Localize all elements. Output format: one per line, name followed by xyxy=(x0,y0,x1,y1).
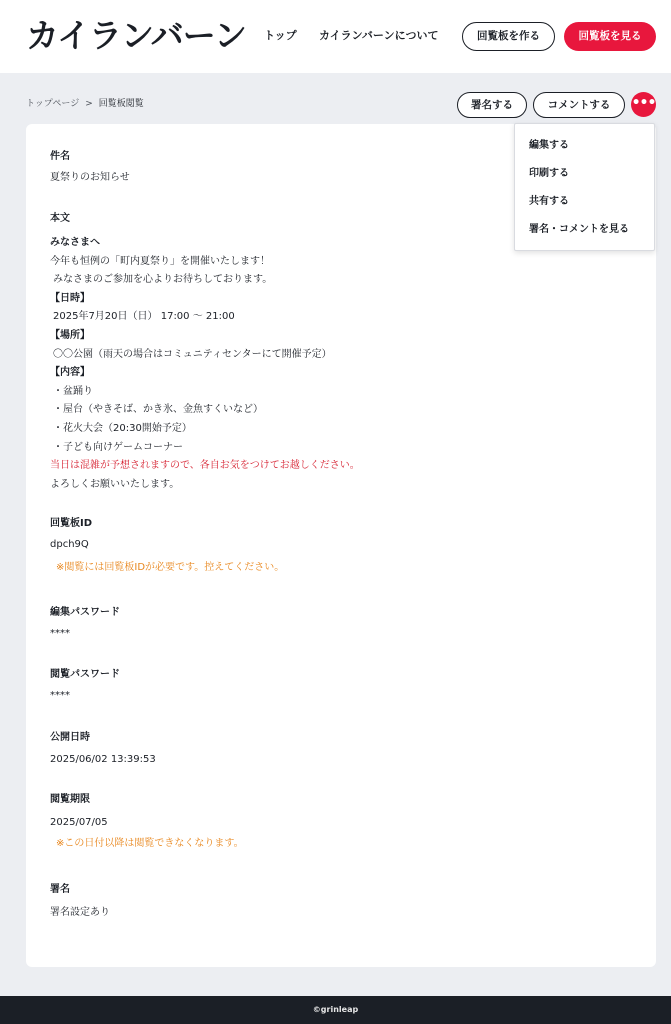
body-line: よろしくお願いいたします。 xyxy=(50,478,180,490)
menu-item-view-signatures-comments[interactable]: 署名・コメントを見る xyxy=(529,224,629,235)
menu-item-print[interactable]: 印刷する xyxy=(529,168,569,179)
body-line: ・花火大会（20:30開始予定） xyxy=(53,422,192,434)
expiry-value: 2025/07/05 xyxy=(50,817,108,828)
menu-item-edit[interactable]: 編集する xyxy=(529,140,569,151)
breadcrumb-separator: > xyxy=(85,99,93,109)
view-password-value: **** xyxy=(50,690,70,701)
create-board-button[interactable]: 回覧板を作る xyxy=(462,22,555,51)
breadcrumb-current: 回覧板閲覧 xyxy=(98,99,144,109)
edit-password-value: **** xyxy=(50,628,70,639)
menu-item-share[interactable]: 共有する xyxy=(529,196,569,207)
nav-top-link[interactable]: トップ xyxy=(264,29,297,42)
expiry-note: ※この日付以降は閲覧できなくなります。 xyxy=(56,838,244,849)
signature-label: 署名 xyxy=(50,884,70,895)
body-line: 【内容】 xyxy=(50,367,90,379)
published-value: 2025/06/02 13:39:53 xyxy=(50,754,156,765)
site-header xyxy=(0,0,671,73)
body-line-alert: 当日は混雑が予想されますので、各自お気をつけてお越しください。 xyxy=(50,460,360,472)
body-line: みなさまのご参加を心よりお待ちしております。 xyxy=(53,274,273,286)
view-board-button[interactable]: 回覧板を見る xyxy=(564,22,656,51)
site-logo[interactable]: カイランバーン xyxy=(26,16,247,55)
board-id-label: 回覧板ID xyxy=(50,518,93,529)
body-line: 【日時】 xyxy=(50,292,90,304)
expiry-label: 閲覧期限 xyxy=(50,794,90,805)
body-line: ・子ども向けゲームコーナー xyxy=(53,441,183,453)
board-id-note: ※閲覧には回覧板IDが必要です。控えてください。 xyxy=(56,562,285,573)
nav-about-link[interactable]: カイランバーンについて xyxy=(319,29,439,42)
breadcrumb-home-link[interactable]: トップページ xyxy=(26,99,80,109)
signature-value: 署名設定あり xyxy=(50,907,110,918)
sign-button[interactable]: 署名する xyxy=(457,92,527,118)
body-text xyxy=(50,234,610,494)
body-label: 本文 xyxy=(50,213,70,224)
comment-button[interactable]: コメントする xyxy=(533,92,625,118)
published-label: 公開日時 xyxy=(50,732,90,743)
more-options-icon[interactable]: ••• xyxy=(631,92,656,117)
more-options-menu xyxy=(514,123,655,251)
footer-copyright: ©grinleap xyxy=(312,1005,359,1014)
body-line: ・盆踊り xyxy=(53,385,93,397)
body-line: みなさまへ xyxy=(50,237,100,248)
subject-label: 件名 xyxy=(50,151,70,162)
edit-password-label: 編集パスワード xyxy=(50,607,120,618)
subject-value: 夏祭りのお知らせ xyxy=(50,172,130,183)
body-line: 今年も恒例の「町内夏祭り」を開催いたします！ xyxy=(50,255,270,267)
breadcrumb xyxy=(26,98,144,110)
body-line: 【場所】 xyxy=(50,329,90,341)
body-line: 〇〇公園（雨天の場合はコミュニティセンターにて開催予定） xyxy=(53,348,332,360)
site-footer xyxy=(0,996,671,1024)
board-id-value: dpch9Q xyxy=(50,539,89,550)
body-line: 2025年7月20日（日） 17:00 〜 21:00 xyxy=(53,311,235,323)
body-line: ・屋台（やきそば、かき氷、金魚すくいなど） xyxy=(53,404,263,416)
view-password-label: 閲覧パスワード xyxy=(50,669,120,680)
